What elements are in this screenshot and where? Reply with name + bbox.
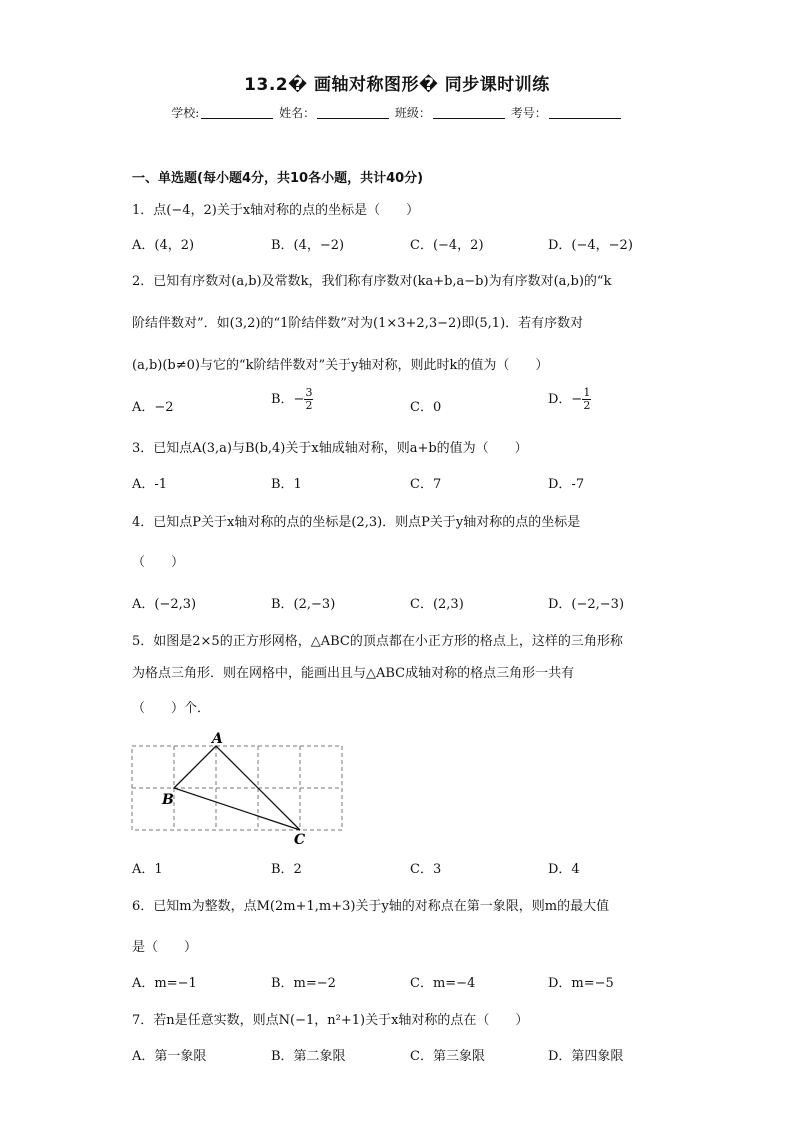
school-blank[interactable] [201,106,273,119]
page-title: 13.2� 画轴对称图形� 同步课时训练 [244,75,550,95]
q2-option-b[interactable] [271,387,313,412]
vertex-a-label: A [212,731,223,747]
q5-option-d[interactable]: D．4 [548,862,580,877]
fraction-numerator: 1 [583,386,591,399]
school-label: 学校: [171,106,200,120]
q6-option-d[interactable]: D．m=−5 [548,976,614,991]
q7-option-b[interactable]: B．第二象限 [271,1049,346,1064]
question-5-line-2: 为格点三角形．则在网格中，能画出且与△ABC成轴对称的格点三角形一共有 [132,666,575,681]
q2-option-b-label: B．− [271,392,305,407]
question-4-line-1: 4．已知点P关于x轴对称的点的坐标是(2,3)．则点P关于y轴对称的点的坐标是 [132,515,581,530]
q3-option-a[interactable]: A．-1 [132,477,168,492]
grid-triangle-figure [126,728,352,846]
q6-option-c[interactable]: C．m=−4 [410,976,476,991]
q1-option-c[interactable]: C．(−4，2) [410,238,484,253]
vertex-b-label: B [162,792,174,808]
q5-option-c[interactable]: C．3 [410,862,442,877]
name-label: 姓名： [279,106,316,120]
question-2-line-3: (a,b)(b≠0)与它的“k阶结伴数对”关于y轴对称，则此时k的值为（ ） [132,358,549,373]
q1-option-a[interactable]: A．(4，2) [132,238,195,253]
fraction-numerator: 3 [305,386,313,399]
q7-option-c[interactable]: C．第三象限 [410,1049,485,1064]
q1-option-d[interactable]: D．(−4，−2) [548,238,633,253]
q5-option-b[interactable]: B．2 [271,862,302,877]
q6-option-b[interactable]: B．m=−2 [271,976,336,991]
question-7-text: 7．若n是任意实数，则点N(−1，n²+1)关于x轴对称的点在（ ） [132,1013,529,1028]
class-label: 班级： [394,106,431,120]
vertex-c-label: C [294,832,306,846]
class-blank[interactable] [433,106,505,119]
question-6-line-1: 6．已知m为整数，点M(2m+1,m+3)关于y轴的对称点在第一象限，则m的最大值 [132,899,610,914]
exam-no-blank[interactable] [549,106,621,119]
q2-option-d-label: D．− [548,392,583,407]
question-2-line-2: 阶结伴数对”．如(3,2)的“1阶结伴数”对为(1×3+2,3−2)即(5,1)．若有序数对 [132,316,584,331]
question-6-line-2: 是（ ） [132,940,198,955]
q4-option-d[interactable]: D．(−2,−3) [548,597,625,612]
q3-option-d[interactable]: D．-7 [548,477,585,492]
dashed-grid [132,746,342,830]
q5-option-a[interactable]: A．1 [132,862,163,877]
q4-option-b[interactable]: B．(2,−3) [271,597,336,612]
student-info-line [0,104,794,121]
question-5-line-3: （ ）个． [132,701,211,716]
q3-option-c[interactable]: C．7 [410,477,442,492]
q2-option-c[interactable]: C．0 [410,400,442,415]
q4-option-c[interactable]: C．(2,3) [410,597,464,612]
question-2-line-1: 2．已知有序数对(a,b)及常数k，我们称有序数对(ka+b,a−b)为有序数对(a,b)的“k [132,274,612,289]
question-3-text: 3．已知点A(3,a)与B(b,4)关于x轴成轴对称，则a+b的值为（ ） [132,441,528,456]
name-blank[interactable] [317,106,389,119]
q4-option-a[interactable]: A．(−2,3) [132,597,197,612]
q2-option-b-fraction [304,387,313,412]
fraction-denominator: 2 [305,399,313,412]
q7-option-d[interactable]: D．第四象限 [548,1049,624,1064]
q3-option-b[interactable]: B．1 [271,477,302,492]
q2-option-d[interactable] [548,387,591,412]
section-heading: 一、单选题(每小题4分，共10各小题，共计40分) [132,171,424,186]
question-5-line-1: 5．如图是2×5的正方形网格，△ABC的顶点都在小正方形的格点上，这样的三角形称 [132,634,623,649]
q7-option-a[interactable]: A．第一象限 [132,1049,207,1064]
exam-no-label: 考号： [510,106,547,120]
fraction-denominator: 2 [583,399,591,412]
q2-option-d-fraction [582,387,591,412]
question-4-line-2: （ ） [132,555,185,570]
question-1-text: 1．点(−4，2)关于x轴对称的点的坐标是（ ） [132,203,420,218]
q2-option-a[interactable]: A．−2 [132,400,174,415]
q6-option-a[interactable]: A．m=−1 [132,976,197,991]
q1-option-b[interactable]: B．(4，−2) [271,238,345,253]
